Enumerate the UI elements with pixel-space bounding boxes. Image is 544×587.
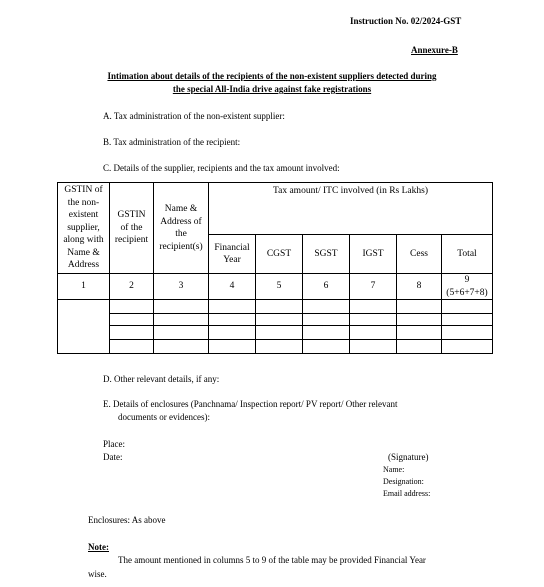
col-number-5: 5 (256, 274, 303, 300)
table-cell (209, 300, 256, 314)
item-b: B. Tax administration of the recipient: (103, 137, 241, 147)
col-cgst: CGST (256, 235, 303, 274)
table-cell (58, 300, 110, 354)
table-cell (350, 326, 397, 340)
tax-amount-header: Tax amount/ ITC involved (in Rs Lakhs) (209, 183, 493, 235)
col-sgst: SGST (303, 235, 350, 274)
table-cell (397, 326, 442, 340)
name-label: Name: (383, 465, 405, 474)
designation-label: Designation: (383, 477, 424, 486)
table-cell (209, 326, 256, 340)
tax-details-table (57, 182, 493, 354)
col-number-7: 7 (350, 274, 397, 300)
col-financial-year: Financial Year (209, 235, 256, 274)
col-number-8: 8 (397, 274, 442, 300)
annexure-label: Annexure-B (411, 45, 458, 55)
table-cell (397, 340, 442, 354)
note-label: Note: (88, 542, 109, 552)
table-cell (256, 300, 303, 314)
table-cell (397, 300, 442, 314)
table-cell (442, 326, 493, 340)
table-cell (256, 314, 303, 326)
item-d: D. Other relevant details, if any: (103, 374, 220, 384)
item-e-line-1: E. Details of enclosures (Panchnama/ Inspection report/ PV report/ Other relevant (103, 399, 398, 409)
table-cell (442, 314, 493, 326)
item-a: A. Tax administration of the non-existent supplier: (103, 111, 285, 121)
col-recipient-gstin-header: GSTIN of the recipient (110, 183, 154, 274)
col-recipient-name-header: Name & Address of the recipient(s) (154, 183, 209, 274)
table-cell (303, 314, 350, 326)
table-cell (303, 340, 350, 354)
email-label: Email address: (383, 489, 431, 498)
col-supplier-header: GSTIN of the non- existent supplier, along with Name & Address (58, 183, 110, 274)
col-number-1: 1 (58, 274, 110, 300)
place-label: Place: (103, 439, 125, 449)
table-cell (350, 340, 397, 354)
table-cell (110, 340, 154, 354)
col-cess: Cess (397, 235, 442, 274)
table-cell (442, 340, 493, 354)
table-cell (397, 314, 442, 326)
table-cell (110, 314, 154, 326)
table-cell (154, 326, 209, 340)
table-cell (154, 300, 209, 314)
note-line-1: The amount mentioned in columns 5 to 9 of the table may be provided Financial Year (118, 555, 426, 565)
table-cell (256, 340, 303, 354)
table-cell (442, 300, 493, 314)
signature-label: (Signature) (388, 452, 429, 462)
col-number-4: 4 (209, 274, 256, 300)
table-cell (303, 300, 350, 314)
table-cell (209, 314, 256, 326)
table-cell (110, 300, 154, 314)
table-cell (154, 314, 209, 326)
table-cell (110, 326, 154, 340)
table-cell (350, 300, 397, 314)
col-number-6: 6 (303, 274, 350, 300)
table-cell (303, 326, 350, 340)
note-line-2: wise. (88, 569, 107, 579)
table-cell (350, 314, 397, 326)
enclosures-text: Enclosures: As above (88, 515, 166, 525)
title-line-1: Intimation about details of the recipients of the non-existent suppliers detected during (107, 71, 437, 81)
col-number-2: 2 (110, 274, 154, 300)
table-cell (256, 326, 303, 340)
title-line-2: the special All-India drive against fake registrations (172, 84, 372, 94)
col-total: Total (442, 235, 493, 274)
table-cell (154, 340, 209, 354)
col-number-3: 3 (154, 274, 209, 300)
col-number-9: 9 (5+6+7+8) (442, 274, 493, 300)
table-cell (209, 340, 256, 354)
date-label: Date: (103, 452, 123, 462)
item-e-line-2: documents or evidences): (118, 412, 210, 422)
item-c: C. Details of the supplier, recipients and the tax amount involved: (103, 163, 340, 173)
col-igst: IGST (350, 235, 397, 274)
instruction-number: Instruction No. 02/2024-GST (350, 16, 462, 26)
